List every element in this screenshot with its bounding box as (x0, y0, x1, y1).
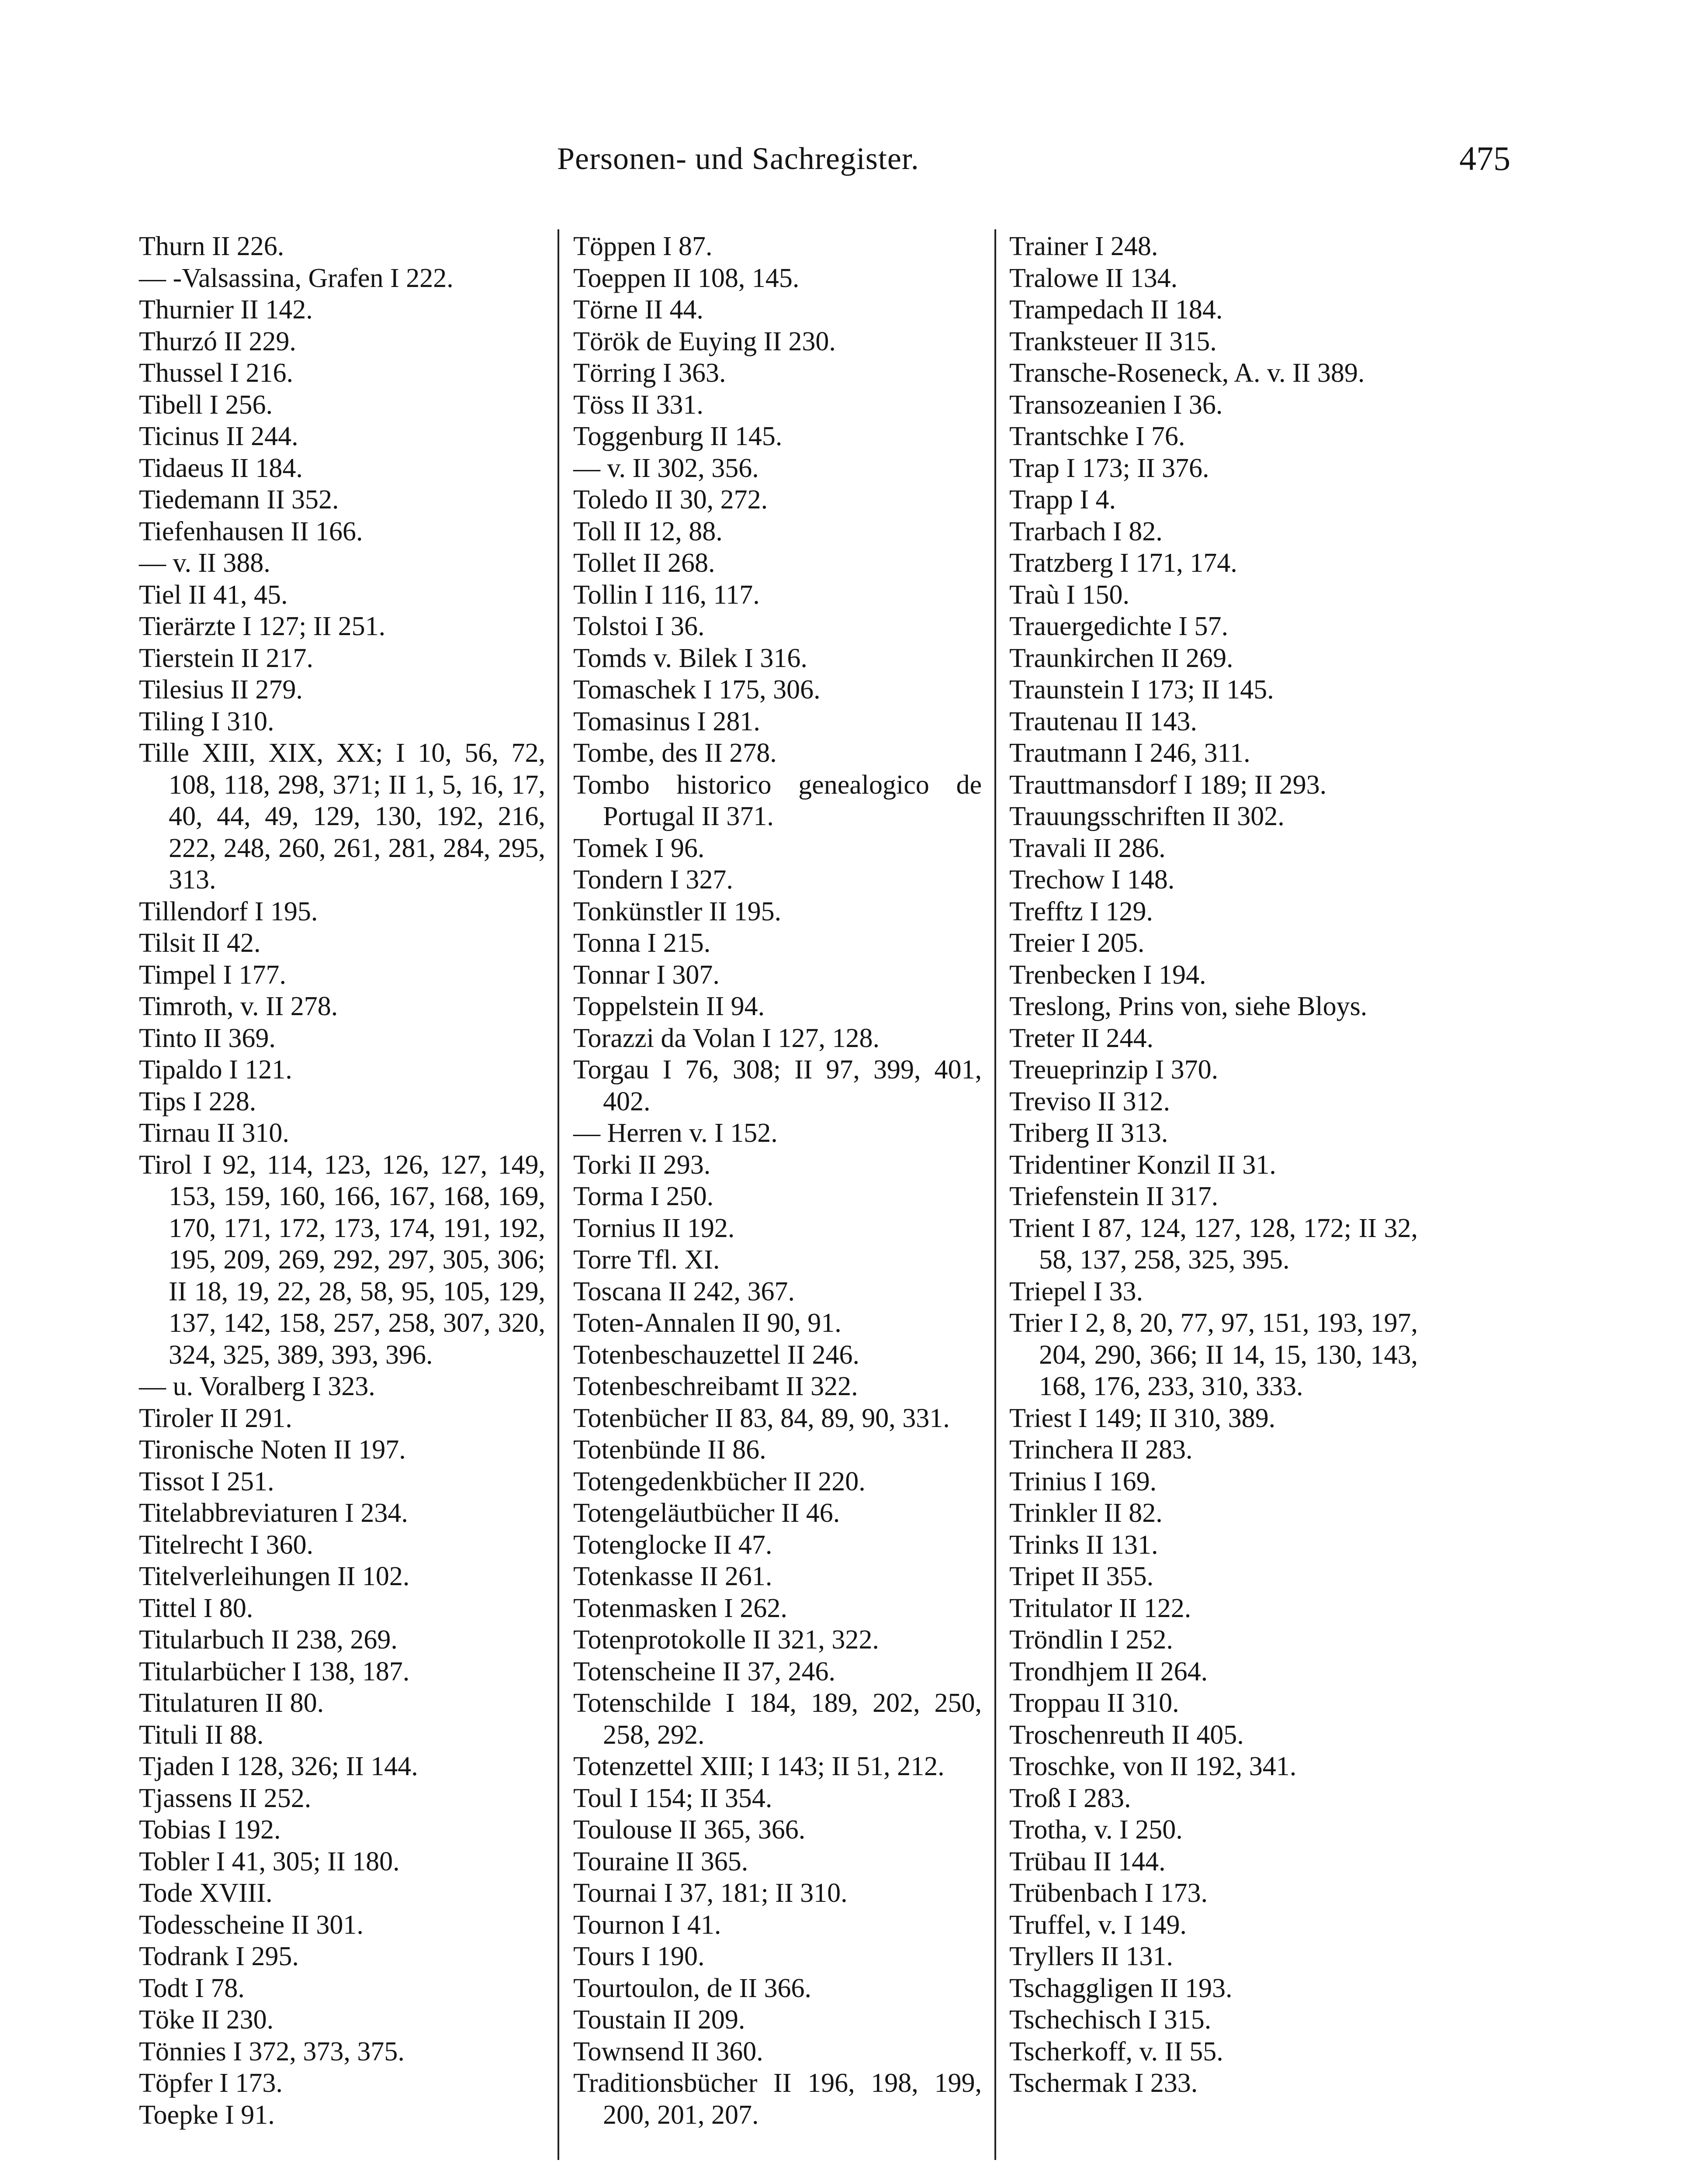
index-entry: Torma I 250. (573, 1182, 714, 1211)
index-entry: Toscana II 242, 367. (573, 1276, 795, 1306)
index-entry: Treier I 205. (1009, 928, 1145, 958)
index-entry: Totenbünde II 86. (573, 1435, 766, 1465)
index-entry: Tiedemann II 352. (139, 485, 339, 515)
index-entry: Tiling I 310. (139, 706, 274, 736)
index-entry: Tonkünstler II 195. (573, 896, 782, 926)
index-entry: Tritulator II 122. (1009, 1593, 1191, 1623)
index-entry: — u. Voralberg I 323. (139, 1372, 375, 1401)
index-entry: Transozeanien I 36. (1009, 390, 1223, 420)
index-entry: Traù I 150. (1009, 580, 1130, 610)
index-entry: Tissot I 251. (139, 1466, 274, 1496)
index-entry: Touraine II 365. (573, 1846, 748, 1876)
index-entry: Totenschilde I 184, 189, 202, 250, 258, 292. (573, 1688, 982, 1750)
index-entry: Trier I 2, 8, 20, 77, 97, 151, 193, 197, 204, 290, 366; II 14, 15, 130, 143, 168, 176, 233, 310, 333. (1009, 1308, 1418, 1401)
index-entry: — v. II 388. (139, 548, 270, 578)
index-entry: Tralowe II 134. (1009, 263, 1178, 293)
index-entry: Tironische Noten II 197. (139, 1435, 406, 1465)
index-entry: Tilesius II 279. (139, 675, 303, 705)
index-entry: Titularbücher I 138, 187. (139, 1656, 410, 1686)
index-entry: Tridentiner Konzil II 31. (1009, 1150, 1276, 1180)
index-entry: Tornius II 192. (573, 1213, 735, 1243)
index-entry: Tirnau II 310. (139, 1118, 289, 1148)
index-entry: Timroth, v. II 278. (139, 992, 338, 1021)
index-entry: Tratzberg I 171, 174. (1009, 548, 1237, 578)
index-entry: Toustain II 209. (573, 2005, 745, 2035)
index-entry: Tournai I 37, 181; II 310. (573, 1878, 848, 1908)
index-entry: Tobias I 192. (139, 1815, 281, 1845)
index-entry: Titularbuch II 238, 269. (139, 1625, 398, 1655)
index-entry: Todrank I 295. (139, 1942, 299, 1971)
index-entry: Tibell I 256. (139, 390, 273, 420)
index-entry: Tode XVIII. (139, 1878, 273, 1908)
index-entry: Traunkirchen II 269. (1009, 643, 1233, 673)
index-entry: Tscherkoff, v. II 55. (1009, 2036, 1223, 2067)
index-entry: Troschke, von II 192, 341. (1009, 1752, 1297, 1781)
index-entry: Traunstein I 173; II 145. (1009, 675, 1274, 705)
index-entry: Törring I 363. (573, 358, 726, 388)
index-entry: Töpfer I 173. (139, 2068, 283, 2098)
index-entry: Tipaldo I 121. (139, 1055, 292, 1085)
index-entry: Treslong, Prins von, siehe Bloys. (1009, 992, 1368, 1021)
index-entry: Tonnar I 307. (573, 960, 720, 990)
index-entry: Totenkasse II 261. (573, 1562, 772, 1591)
index-entry: Töke II 230. (139, 2005, 274, 2035)
index-entry: Troppau II 310. (1009, 1688, 1179, 1718)
index-entry: Tilsit II 42. (139, 928, 261, 958)
index-entry: Tollin I 116, 117. (573, 580, 760, 610)
index-entry: Todt I 78. (139, 1973, 245, 2003)
index-entry: Tolstoi I 36. (573, 612, 705, 641)
index-entry: Triepel I 33. (1009, 1276, 1143, 1306)
index-entry: Tillendorf I 195. (139, 896, 318, 926)
page-number: 475 (1459, 139, 1510, 177)
index-entry: Trarbach I 82. (1009, 516, 1163, 546)
column-divider-right (994, 229, 996, 2160)
index-entry: Tomds v. Bilek I 316. (573, 643, 807, 673)
index-entry: Tomaschek I 175, 306. (573, 675, 821, 705)
index-entry: Troß I 283. (1009, 1783, 1131, 1813)
index-entry: Tournon I 41. (573, 1910, 721, 1940)
index-entry: Tschechisch I 315. (1009, 2005, 1212, 2035)
index-entry: Triefenstein II 317. (1009, 1182, 1219, 1211)
index-entry: Tobler I 41, 305; II 180. (139, 1846, 400, 1876)
index-entry: Trap I 173; II 376. (1009, 453, 1209, 483)
index-entry: Toll II 12, 88. (573, 516, 723, 546)
index-entry: Tille XIII, XIX, XX; I 10, 56, 72, 108, 118, 298, 371; II 1, 5, 16, 17, 40, 44, 49, 129, 130, 192, 216, 222, 248, 260, 261, 281, 284, 295, 313. (139, 738, 545, 895)
index-column-1 (139, 231, 545, 2131)
index-entry: Trinius I 169. (1009, 1466, 1157, 1496)
index-entry: Tollet II 268. (573, 548, 715, 578)
index-entry: Tschermak I 233. (1009, 2068, 1198, 2098)
index-entry: Tröndlin I 252. (1009, 1625, 1173, 1655)
index-entry: Torre Tfl. XI. (573, 1245, 720, 1275)
index-entry: Tjassens II 252. (139, 1783, 312, 1813)
index-entry: Townsend II 360. (573, 2036, 763, 2067)
index-entry: Trauungsschriften II 302. (1009, 802, 1285, 831)
index-entry: Torgau I 76, 308; II 97, 399, 401, 402. (573, 1055, 982, 1116)
index-entry: Trinchera II 283. (1009, 1435, 1193, 1465)
index-entry: Tittel I 80. (139, 1593, 253, 1623)
index-entry: Trampedach II 184. (1009, 295, 1223, 325)
index-entry: Trondhjem II 264. (1009, 1656, 1208, 1686)
index-entry: Trinks II 131. (1009, 1530, 1158, 1560)
index-entry: Törne II 44. (573, 295, 703, 325)
index-entry: — v. II 302, 356. (573, 453, 759, 483)
index-entry: — Herren v. I 152. (573, 1118, 778, 1148)
index-entry: Toppelstein II 94. (573, 992, 765, 1021)
index-entry: Totenzettel XIII; I 143; II 51, 212. (573, 1752, 945, 1781)
index-entry: Truffel, v. I 149. (1009, 1910, 1187, 1940)
index-entry: Titelabbreviaturen I 234. (139, 1498, 408, 1528)
index-entry: Trautenau II 143. (1009, 706, 1197, 736)
index-entry: Totengeläutbücher II 46. (573, 1498, 840, 1528)
index-entry: Tierstein II 217. (139, 643, 313, 673)
index-entry: Tomek I 96. (573, 833, 705, 863)
index-entry: Tiroler II 291. (139, 1403, 292, 1433)
index-entry: Totenbücher II 83, 84, 89, 90, 331. (573, 1403, 950, 1433)
index-entry: Trefftz I 129. (1009, 896, 1153, 926)
index-entry: Timpel I 177. (139, 960, 287, 990)
index-entry: Totenprotokolle II 321, 322. (573, 1625, 879, 1655)
index-entry: Thurn II 226. (139, 232, 284, 261)
index-entry: Tranksteuer II 315. (1009, 326, 1217, 356)
index-entry: Trainer I 248. (1009, 232, 1158, 261)
index-entry: Totengedenkbücher II 220. (573, 1466, 866, 1496)
index-entry: Töss II 331. (573, 390, 703, 420)
index-entry: Tombe, des II 278. (573, 738, 777, 768)
index-entry: Totenscheine II 37, 246. (573, 1656, 835, 1686)
index-entry: Treter II 244. (1009, 1023, 1154, 1053)
index-entry: Thurnier II 142. (139, 295, 313, 325)
index-entry: Tierärzte I 127; II 251. (139, 612, 386, 641)
index-entry: Tinto II 369. (139, 1023, 276, 1053)
index-entry: Travali II 286. (1009, 833, 1166, 863)
index-entry: Tituli II 88. (139, 1720, 264, 1750)
index-entry: Trauergedichte I 57. (1009, 612, 1229, 641)
index-entry: Trotha, v. I 250. (1009, 1815, 1183, 1845)
index-entry: Trübenbach I 173. (1009, 1878, 1208, 1908)
index-entry: Toul I 154; II 354. (573, 1783, 772, 1813)
index-entry: Torki II 293. (573, 1150, 711, 1180)
index-entry: Trübau II 144. (1009, 1846, 1166, 1876)
index-entry: Triest I 149; II 310, 389. (1009, 1403, 1276, 1433)
index-entry: Tips I 228. (139, 1086, 256, 1116)
index-entry: Tidaeus II 184. (139, 453, 303, 483)
index-entry: Titelverleihungen II 102. (139, 1562, 410, 1591)
index-entry: Töppen I 87. (573, 232, 713, 261)
index-entry: Ticinus II 244. (139, 422, 298, 451)
index-entry: Tonna I 215. (573, 928, 711, 958)
index-entry: Tönnies I 372, 373, 375. (139, 2036, 405, 2067)
index-entry: Transche-Roseneck, A. v. II 389. (1009, 358, 1365, 388)
index-entry: Trauttmansdorf I 189; II 293. (1009, 770, 1327, 800)
index-entry: Toeppen II 108, 145. (573, 263, 800, 293)
index-entry: Trenbecken I 194. (1009, 960, 1206, 990)
index-entry: Tourtoulon, de II 366. (573, 1973, 811, 2003)
index-entry: Trautmann I 246, 311. (1009, 738, 1250, 768)
index-entry: Tjaden I 128, 326; II 144. (139, 1752, 418, 1781)
index-entry: Tiefenhausen II 166. (139, 516, 363, 546)
index-entry: Totenbeschauzettel II 246. (573, 1340, 859, 1370)
index-entry: Traditionsbücher II 196, 198, 199, 200, 201, 207. (573, 2068, 982, 2130)
index-entry: Toepke I 91. (139, 2100, 275, 2130)
index-entry: Trechow I 148. (1009, 865, 1175, 895)
index-entry: Thurzó II 229. (139, 326, 296, 356)
index-entry: Titelrecht I 360. (139, 1530, 313, 1560)
index-entry: Troschenreuth II 405. (1009, 1720, 1244, 1750)
index-entry: Trapp I 4. (1009, 485, 1116, 515)
index-entry: Trient I 87, 124, 127, 128, 172; II 32, 58, 137, 258, 325, 395. (1009, 1213, 1418, 1275)
index-entry: Totenmasken I 262. (573, 1593, 787, 1623)
index-entry: Treueprinzip I 370. (1009, 1055, 1219, 1085)
index-entry: Tryllers II 131. (1009, 1942, 1173, 1971)
index-entry: — -Valsassina, Grafen I 222. (139, 263, 454, 293)
index-entry: Totenbeschreibamt II 322. (573, 1372, 858, 1401)
index-entry: Toulouse II 365, 366. (573, 1815, 806, 1845)
index-entry: Torazzi da Volan I 127, 128. (573, 1023, 880, 1053)
index-entry: Titulaturen II 80. (139, 1688, 324, 1718)
index-entry: Trinkler II 82. (1009, 1498, 1163, 1528)
index-entry: Totenglocke II 47. (573, 1530, 772, 1560)
index-column-2 (573, 231, 982, 2131)
index-entry: Tschaggligen II 193. (1009, 1973, 1233, 2003)
index-column-3 (1009, 231, 1418, 2099)
index-entry: Trantschke I 76. (1009, 422, 1185, 451)
index-entry: Török de Euying II 230. (573, 326, 836, 356)
index-entry: Triberg II 313. (1009, 1118, 1168, 1148)
index-entry: Tondern I 327. (573, 865, 733, 895)
index-entry: Tiel II 41, 45. (139, 580, 288, 610)
index-entry: Tomasinus I 281. (573, 706, 760, 736)
index-entry: Toledo II 30, 272. (573, 485, 768, 515)
index-entry: Tombo historico genealogico de Portugal II 371. (573, 770, 982, 831)
index-entry: Tours I 190. (573, 1942, 705, 1971)
index-entry: Tirol I 92, 114, 123, 126, 127, 149, 153, 159, 160, 166, 167, 168, 169, 170, 171, 172, 173, 174, 191, 192, 195, 209, 269, 292, 297, 305, 306; II 18, 19, 22, 28, 58, 95, 105, 129, 137, 142, 158, 257, 258, 307, 320, 324, 325, 389, 393, 396. (139, 1150, 545, 1370)
index-entry: Toggenburg II 145. (573, 422, 783, 451)
index-entry: Thussel I 216. (139, 358, 294, 388)
running-header: Personen- und Sachregister. (557, 141, 919, 176)
index-entry: Treviso II 312. (1009, 1086, 1171, 1116)
index-entry: Tripet II 355. (1009, 1562, 1154, 1591)
index-entry: Todesscheine II 301. (139, 1910, 364, 1940)
index-entry: Toten-Annalen II 90, 91. (573, 1308, 842, 1338)
column-divider-left (558, 229, 559, 2160)
